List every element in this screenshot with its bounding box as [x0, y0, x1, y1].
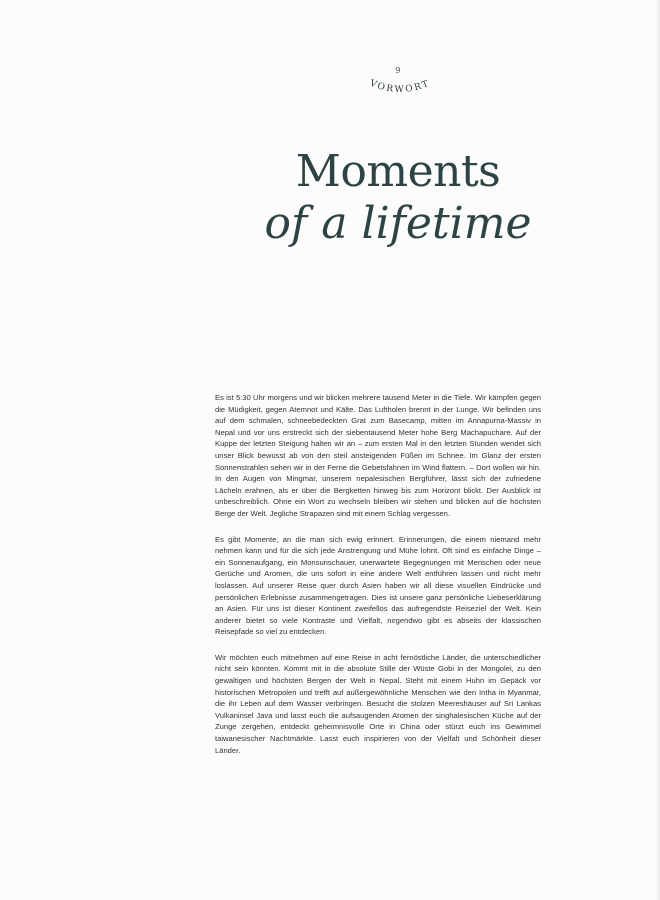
- page-title: [248, 146, 548, 250]
- page-number: 9: [395, 66, 401, 75]
- title-line-2: of a lifetime: [264, 198, 532, 249]
- section-label: [330, 74, 470, 104]
- body-text: [215, 392, 541, 770]
- section-label-arc: [330, 74, 470, 104]
- paragraph-3: Wir möchten euch mitnehmen auf eine Reise in acht fernöstliche Länder, die unterschiedlicher nicht sein könnten. Kommt mit in die absolute Stille der Wüste Gobi in der Mongolei, zu den gewaltigen und höchsten Bergen der Welt in Nepal. Steht mit einem Huhn im Gepäck vor historischen Metropolen und trefft auf außergewöhnliche Menschen wie den Intha in Myanmar, die ihr Leben auf dem Wasser verbringen. Besucht die stolzen Meereshäuser auf Sri Lankas Vulkaninsel Java und lasst euch die aufsaugenden Aromen der singhalesischen Küche auf der Zunge zergehen, entdeckt geheimnisvolle Orte in China oder stürzt euch ins Gewimmel taiwanesischer Nachtmärkte. Lasst euch inspirieren von der Vielfalt und Schönheit dieser Länder.: [215, 652, 541, 755]
- title-line-1: Moments: [295, 146, 501, 197]
- paragraph-2: Es gibt Momente, an die man sich ewig erinnert. Erinnerungen, die einem niemand mehr nehmen kann und für die sich jede Anstrengung und Mühe lohnt. Oft sind es einfache Dinge – ein Sonnenaufgang, ein Monsunschauer, unerwartete Begegnungen mit Menschen oder neue Gerüche und Aromen, die uns sofort in eine andere Welt entführen lassen und nicht mehr loslassen. Auf unserer Reise quer durch Asien haben wir all diese visuellen Eindrücke und persönlichen Erlebnisse zusammengetragen. Dies ist unsere ganz persönliche Liebeserklärung an Asien. Für uns ist dieser Kontinent zweifellos das aufregendste Reiseziel der Welt. Kein anderer bietet so viele Kontraste und Vielfalt, nirgendwo gibt es abseits der klassischen Reisepfade so viel zu entdecken.: [215, 534, 541, 637]
- section-label-text: VORWORT: [368, 78, 432, 96]
- page-edge-shadow: [656, 0, 660, 900]
- paragraph-1: Es ist 5:30 Uhr morgens und wir blicken mehrere tausend Meter in die Tiefe. Wir kämpfen gegen die Müdigkeit, gegen Atemnot und Kälte. Das Luftholen brennt in der Lunge. Wir befinden uns auf dem schmalen, schneebedeckten Grat zum Basecamp, mitten im Annapurna-Massiv in Nepal und vor uns erstreckt sich der siebentausend Meter hohe Berg Machapuchare. Auf der Kuppe der letzten Steigung halten wir an – zum ersten Mal in den letzten Stunden wendet sich unser Blick bewusst ab von den steil ansteigenden Füßen im Schnee. Im Glanz der ersten Sonnenstrahlen sehen wir in der Ferne die Gebetsfahnen im Wind flattern. – Dort wollen wir hin. In den Augen von Mingmar, unserem nepalesischen Bergführer, lässt sich der zufriedene Lächeln erahnen, als er über die Bergketten hinweg bis zum Horizont blickt. Der Ausblick ist unbeschreiblich. Ohne ein Wort zu wechseln bleiben wir stehen und blicken auf die höchsten Berge der Welt. Jegliche Strapazen sind mit einem Schlag vergessen.: [215, 393, 541, 518]
